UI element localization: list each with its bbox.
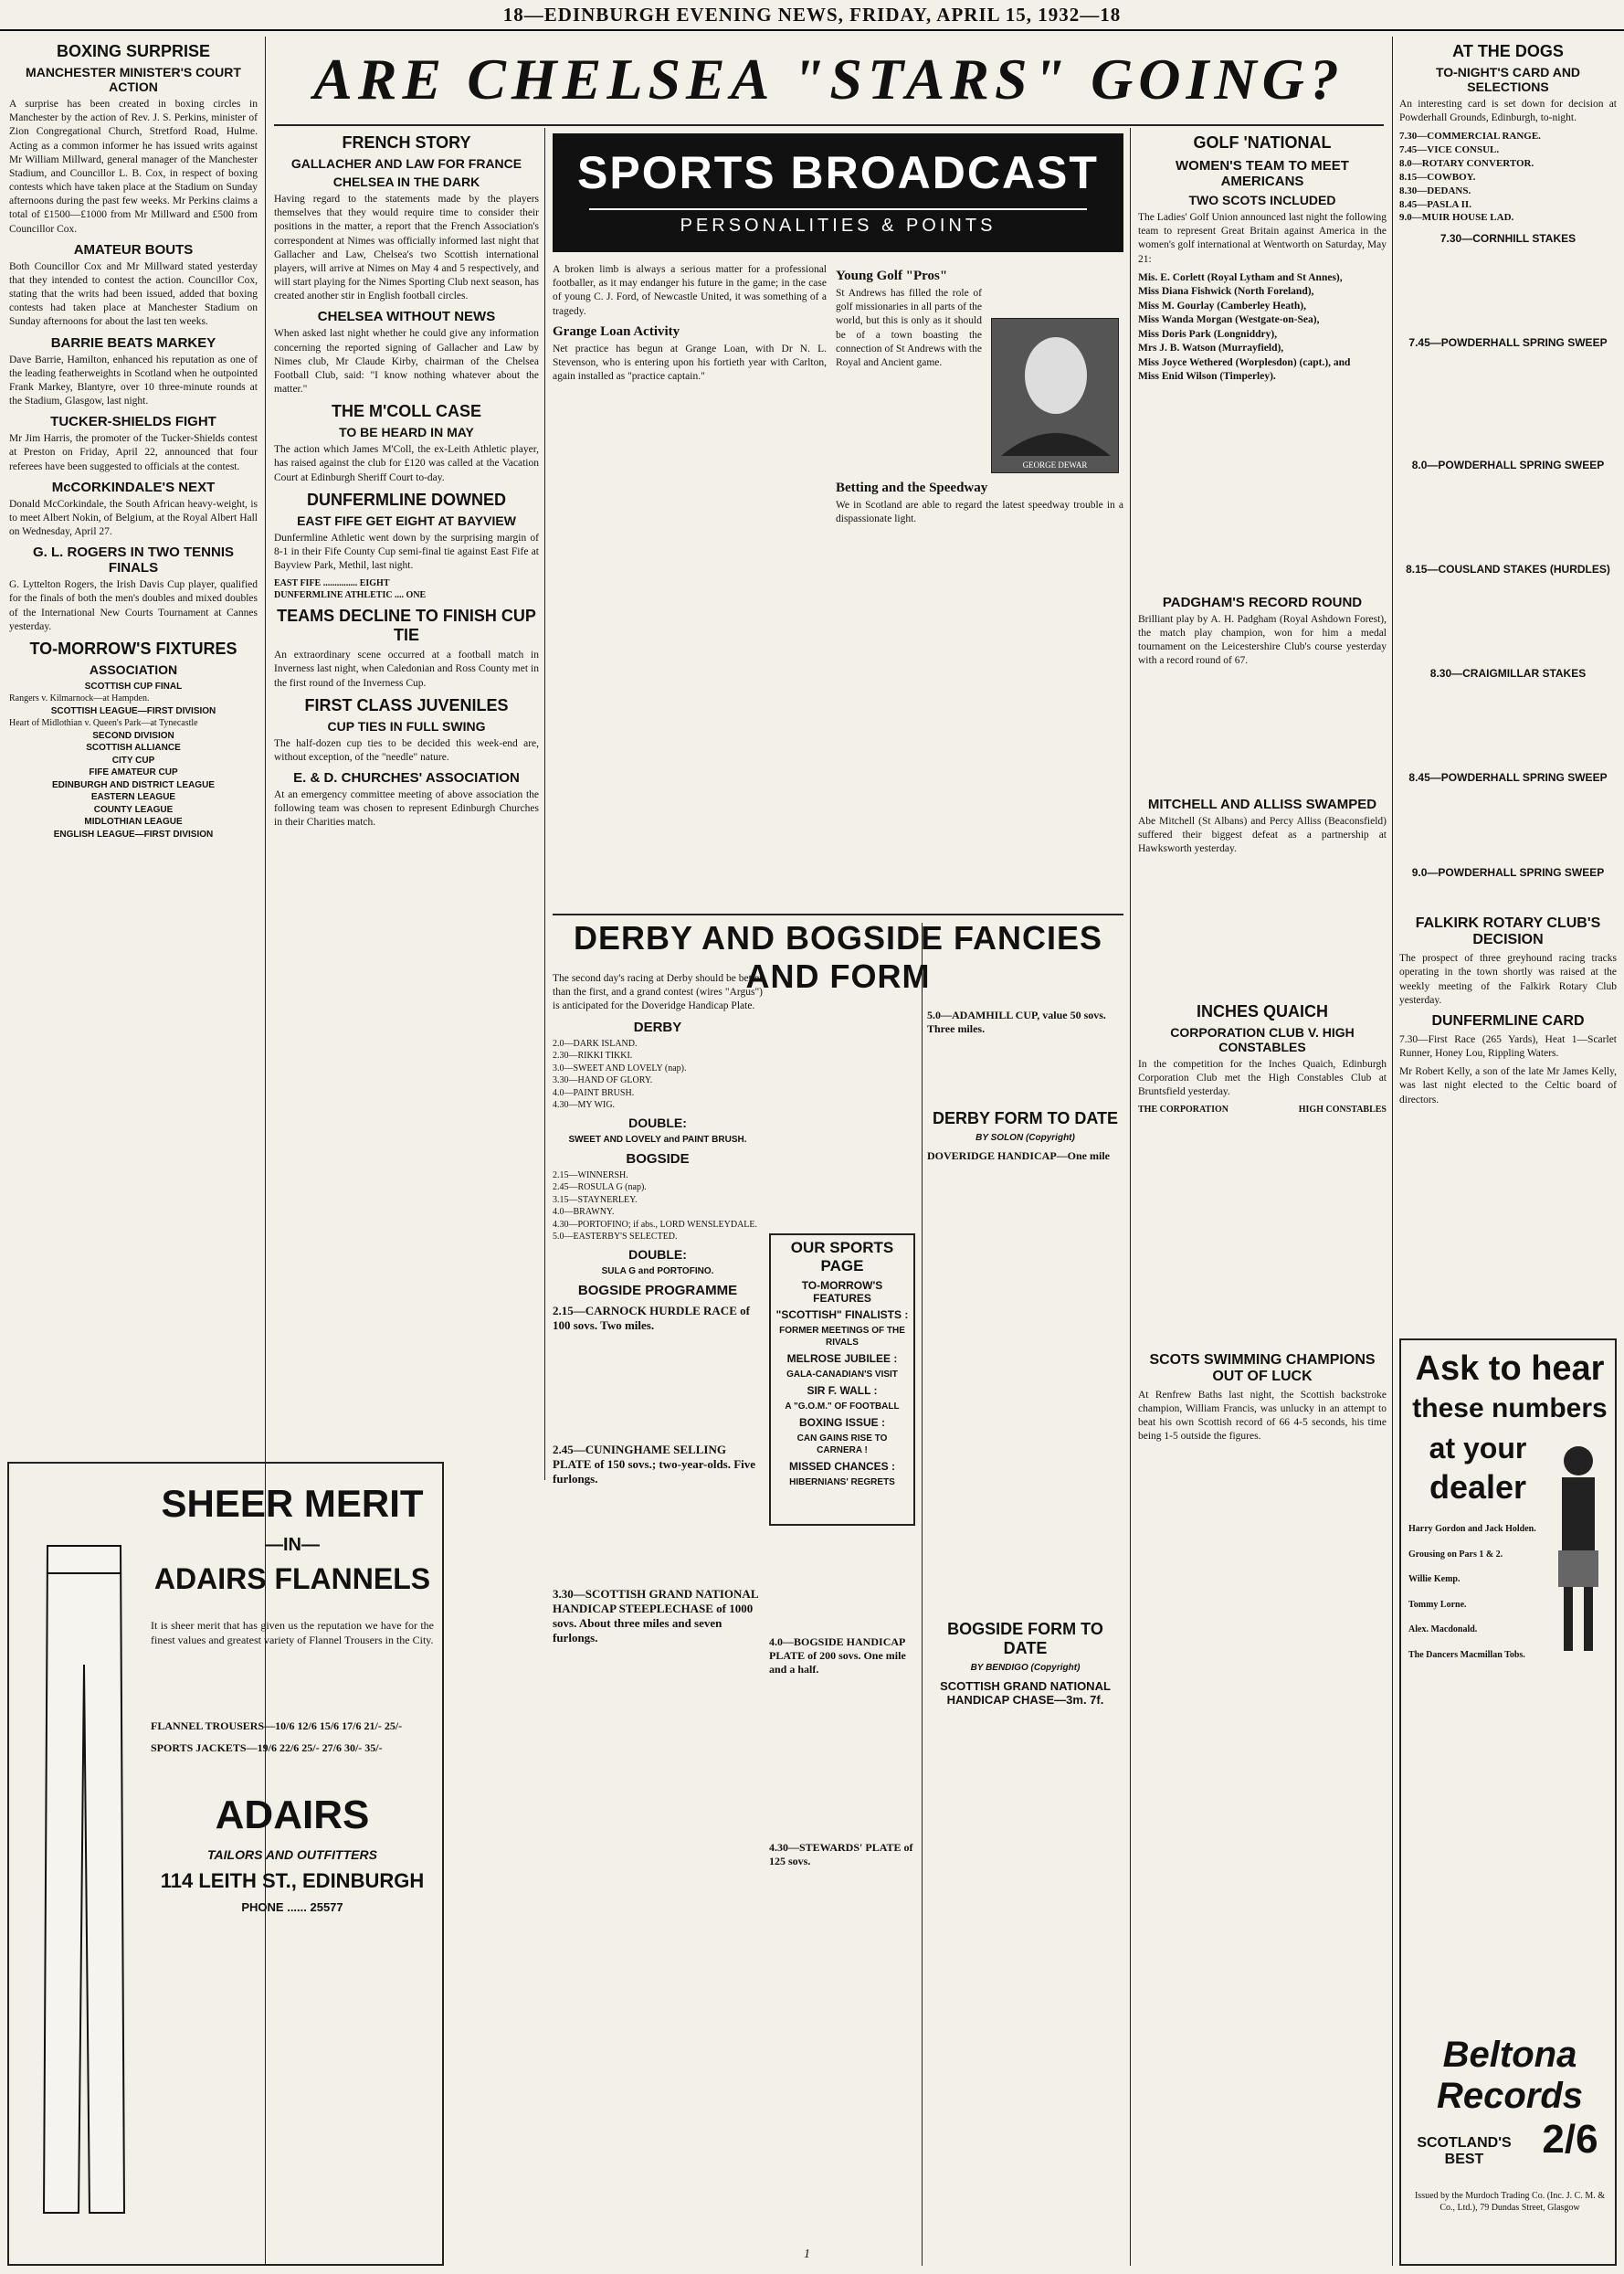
padgham-headline: PADGHAM'S RECORD ROUND (1162, 594, 1363, 610)
french-subhead: GALLACHER AND LAW FOR FRANCE (290, 156, 522, 171)
boxing-article: A surprise has been created in boxing circles in Manchester by the action of Rev. J. S. Perkins, minister of Zion Congregational Church, Stretford Road, Hulme. Acting as a common informer he has issued writs against Mr William Millward, general manager of the Manchester Stadium, and Councillor L. B. Cox, in respect of boxing contests which have taken place at the Stadium on Sunday afternoons during the past few weeks. Mr Perkins claims a total of £1500—£1000 from Mr Millward and £500 from Councillor Cox. (9, 99, 258, 235)
dogs-headline: AT THE DOGS (1452, 42, 1564, 60)
bogside-form-byline: BY BENDIGO (Copyright) (970, 1663, 1081, 1673)
dogs-selections (1399, 130, 1617, 225)
ad-merit-in: —IN— (265, 1535, 320, 1555)
ad-merit-phone: PHONE ...... 25577 (241, 1900, 343, 1914)
feature-item: BOXING ISSUE : (798, 1416, 885, 1429)
falkirk-headline: FALKIRK ROTARY CLUB'S DECISION (1415, 915, 1601, 948)
selection-line: 5.0—EASTERBY'S SELECTED. (553, 1232, 678, 1243)
feature-desc: HIBERNIANS' REGRETS (789, 1477, 895, 1487)
sports-ford-article: A broken limb is always a serious matter for a professional footballer, as it may endanger his future in the game; in the case of young C. J. Ford, of Newcastle United, it was something of a tragedy. (553, 264, 827, 317)
mcorkindale-article: Donald McCorkindale, the South African heavy-weight, is to meet Albert Nokin, of Belgium, at the Royal Albert Hall on Wednesday, April 27. (9, 498, 258, 538)
sports-broadcast-title: SPORTS BROADCAST (577, 147, 1099, 198)
feature-desc: A "G.O.M." OF FOOTBALL (785, 1401, 900, 1412)
our-sports-title: OUR SPORTS PAGE (790, 1239, 894, 1274)
mcoll-headline: THE M'COLL CASE (332, 402, 481, 421)
double-label: DOUBLE: (628, 1115, 687, 1130)
swim-article: At Renfrew Baths last night, the Scottish backstroke champion, William Francis, was unlucky in an attempt to beat his own Scottish record of 66 4-5 seconds, his time being 1-5 outside the figures. (1138, 1389, 1387, 1443)
fixture-line: Rangers v. Kilmarnock—at Hampden. (9, 693, 150, 704)
kilted-figure-illustration (1538, 1441, 1617, 1660)
selection-line: 4.0—PAINT BRUSH. (553, 1087, 635, 1098)
fixture-line: Heart of Midlothian v. Queen's Park—at Tynecastle (9, 718, 198, 729)
mcoll-article: The action which James M'Coll, the ex-Leith Athletic player, has raised against the club for £120 was called at the Vacation Court at Edinburgh Sheriff Court to-day. (274, 444, 539, 483)
photo-caption: GEORGE DEWAR (1022, 460, 1088, 470)
grange-article: Net practice has begun at Grange Loan, with Dr N. L. Stevenson, who is entering upon his fortieth year with Carlton, again installed as "practice captain." (553, 343, 827, 383)
dogs-selection: 7.30—COMMERCIAL RANGE. (1399, 131, 1541, 143)
dogs-race: 8.30—CRAIGMILLAR STAKES (1429, 667, 1587, 681)
dogs-selection: 9.0—MUIR HOUSE LAD. (1399, 212, 1514, 224)
race-heading: 4.0—BOGSIDE HANDICAP PLATE of 200 sovs. One mile and a half. (769, 1635, 906, 1676)
ad-merit-title: SHEER MERIT (161, 1482, 424, 1525)
entries-column (769, 972, 915, 1237)
feature-item: MISSED CHANCES : (788, 1460, 895, 1473)
golf-player: Miss Doris Park (Longniddry), (1138, 328, 1278, 340)
tucker-article: Mr Jim Harris, the promoter of the Tucker-Shields contest at Preston on Friday, April 22, announced that four referees have been suggested to officials at the contest. (9, 433, 258, 472)
races-column (769, 1544, 915, 2257)
quaich-col-constables: HIGH CONSTABLES (1298, 1104, 1387, 1115)
fixtures-headline: TO-MORROW'S FIXTURES (29, 639, 237, 658)
ad-merit-prices-trousers: FLANNEL TROUSERS—10/6 12/6 15/6 17/6 21/- 25/- (151, 1719, 403, 1732)
juveniles-headline: FIRST CLASS JUVENILES (304, 695, 509, 714)
beltona-price: 2/6 (1542, 2117, 1598, 2162)
programme-race: 2.15—CARNOCK HURDLE RACE of 100 sovs. Two miles. (553, 1303, 750, 1332)
dunfermline-result: EAST FIFE ............... EIGHT (274, 578, 390, 589)
dogs-selection: 8.30—DEDANS. (1399, 185, 1471, 196)
left-column (9, 37, 258, 1453)
pros-article: St Andrews has filled the role of golf missionaries in all parts of the world, but this is only as it should be of a town boasting the connection of St Andrews with the Royal and Ancient game. (836, 288, 982, 368)
teams-article: An extraordinary scene occurred at a football match in Inverness last night, when Caledonian and Ross County met in the first round of the Inverness Cup. (274, 650, 539, 689)
beltona-brand: Beltona Records (1436, 2035, 1584, 2116)
column-rule (1392, 37, 1393, 2266)
betting-article: We in Scotland are able to regard the latest speedway trouble in a dispassionate light. (836, 500, 1123, 525)
quaich-article: In the competition for the Inches Quaich, Edinburgh Corporation Club met the High Constables Club at Bruntsfield yesterday. (1138, 1059, 1387, 1098)
grange-headline: Grange Loan Activity (553, 323, 680, 339)
bogside-form-race: SCOTTISH GRAND NATIONAL HANDICAP CHASE—3m. 7f. (940, 1679, 1111, 1707)
quaich-col-corporation: THE CORPORATION (1138, 1104, 1229, 1115)
derby-column (553, 972, 763, 2260)
double-label: DOUBLE: (628, 1246, 687, 1262)
fixtures-subhead: ASSOCIATION (89, 661, 178, 677)
our-sports-sub: TO-MORROW'S FEATURES (801, 1279, 883, 1305)
beltona-tagline: SCOTLAND'S BEST (1417, 2135, 1512, 2167)
ad-merit-prices-jackets: SPORTS JACKETS—19/6 22/6 25/- 27/6 30/- 35/- (151, 1741, 383, 1754)
trousers-illustration (29, 1537, 139, 2231)
fixture-line: EASTERN LEAGUE (90, 792, 176, 803)
feature-desc: GALA-CANADIAN'S VISIT (786, 1370, 898, 1380)
dunfermline-headline: DUNFERMLINE DOWNED (307, 490, 506, 509)
beltona-song: Grousing on Pars 1 & 2. (1408, 1549, 1503, 1560)
dunfermline-result: DUNFERMLINE ATHLETIC .... ONE (274, 590, 427, 601)
beltona-line1: Ask to hear (1415, 1349, 1605, 1388)
double-value: SWEET AND LOVELY and PAINT BRUSH. (568, 1134, 747, 1145)
feature-item: "SCOTTISH" FINALISTS : (775, 1308, 909, 1321)
golf-article: The Ladies' Golf Union announced last night the following team to represent Great Britain against America in the women's golf international at Wentworth on Saturday, May 21: (1138, 212, 1387, 265)
selection-line: 4.30—PORTOFINO; if abs., LORD WENSLEYDALE. (553, 1219, 758, 1230)
derby-rule (553, 914, 1123, 915)
beltona-issued: Issued by the Murdoch Trading Co. (Inc. J. C. M. & Co., Ltd.), 79 Dundas Street, Glasgow (1414, 2191, 1606, 2213)
fixture-line: SCOTTISH LEAGUE—FIRST DIVISION (50, 705, 216, 716)
double-value: SULA G and PORTOFINO. (601, 1265, 714, 1276)
juveniles-subhead: CUP TIES IN FULL SWING (327, 718, 486, 734)
betting-headline: Betting and the Speedway (836, 481, 988, 496)
chelsea-headline: CHELSEA WITHOUT NEWS (317, 309, 496, 325)
tucker-headline: TUCKER-SHIELDS FIGHT (50, 414, 216, 430)
french-subhead-2: CHELSEA IN THE DARK (332, 175, 480, 189)
beltona-line3: at your (1429, 1432, 1527, 1465)
dunfermline-article: Dunfermline Athletic went down by the surprising margin of 8-1 in their Fife County Cup semi-final tie against East Fife at Bayview Park, Methil, last night. (274, 532, 539, 572)
fixture-line: SECOND DIVISION (92, 730, 174, 741)
ad-merit-product: ADAIRS FLANNELS (153, 1562, 431, 1595)
french-headline: FRENCH STORY (342, 133, 471, 152)
dunfermline-subhead: EAST FIFE GET EIGHT AT BAYVIEW (297, 513, 516, 528)
adamhill-heading: 5.0—ADAMHILL CUP, value 50 sovs. Three miles. (927, 1009, 1106, 1035)
dogs-selection: 8.0—ROTARY CONVERTOR. (1399, 158, 1534, 170)
feature-desc: CAN GAINS RISE TO CARNERA ! (796, 1433, 888, 1455)
selection-line: 2.15—WINNERSH. (553, 1169, 628, 1180)
fixture-line: SCOTTISH ALLIANCE (86, 743, 181, 754)
derby-headline: DERBY AND BOGSIDE FANCIES AND FORM (573, 919, 1103, 995)
portrait-icon (992, 319, 1120, 456)
churches-article: At an emergency committee meeting of above association the following team was chosen to represent Edinburgh Churches in their Charities match. (274, 789, 539, 829)
fixture-line: SCOTTISH CUP FINAL (84, 681, 183, 692)
fixture-line: CITY CUP (111, 755, 155, 766)
dogs-subhead: TO-NIGHT'S CARD AND SELECTIONS (1435, 65, 1581, 94)
boxing-headline: BOXING SURPRISE (56, 42, 211, 60)
dogs-article: An interesting card is set down for decision at Powderhall Grounds, Edinburgh, to-night. (1399, 99, 1617, 124)
swim-headline: SCOTS SWIMMING CHAMPIONS OUT OF LUCK (1149, 1351, 1376, 1384)
fixture-line: COUNTY LEAGUE (93, 804, 174, 815)
beltona-song: The Dancers Macmillan Tobs. (1408, 1649, 1525, 1660)
programme-headline: BOGSIDE PROGRAMME (577, 1282, 738, 1298)
our-sports-page-box (769, 1233, 915, 1526)
barrie-article: Dave Barrie, Hamilton, enhanced his reputation as one of the leading featherweights in Scotland when he outpointed Frank Markey, Blantyre, over 10 three-minute rounds at the Stadium, Glasgow, last night. (9, 354, 258, 407)
churches-headline: E. & D. CHURCHES' ASSOCIATION (293, 770, 520, 787)
beltona-line2: these numbers (1412, 1393, 1608, 1423)
page-mark: 1 (804, 2248, 810, 2261)
feature-item: SIR F. WALL : (807, 1384, 878, 1397)
derby-form-byline: BY SOLON (Copyright) (975, 1133, 1075, 1143)
derby-form-race: DOVERIDGE HANDICAP—One mile (927, 1149, 1110, 1162)
golf-player: Mrs J. B. Watson (Murrayfield), (1138, 343, 1284, 354)
beltona-advert (1399, 1338, 1617, 2266)
sports-column-1 (553, 263, 827, 903)
dunfermline-card-article: 7.30—First Race (265 Yards), Heat 1—Scarlet Runner, Honey Lou, Rippling Waters. (1399, 1033, 1617, 1060)
golf-player: Miss Diana Fishwick (North Foreland), (1138, 286, 1314, 298)
ad-merit-brand: ADAIRS (215, 1793, 370, 1837)
mitchell-article: Abe Mitchell (St Albans) and Percy Alliss (Beaconsfield) suffered their biggest defeat as a partnership at Hawksworth yesterday. (1138, 815, 1387, 854)
amateur-headline: AMATEUR BOUTS (73, 241, 194, 258)
dunfermline-card-headline: DUNFERMLINE CARD (1431, 1012, 1585, 1029)
selection-line: 4.30—MY WIG. (553, 1100, 616, 1111)
sports-broadcast-banner (553, 133, 1123, 252)
quaich-table-header (1138, 1105, 1387, 1115)
golf-column (1138, 128, 1387, 2266)
chelsea-article: When asked last night whether he could give any information concerning the reported signing of Gallacher and Law by Nimes club, Mr Claude Kirby, chairman of the Chelsea Football Club, said: "I know nothing whatever about the matter." (274, 328, 539, 396)
golf-player: Miss Wanda Morgan (Westgate-on-Sea), (1138, 314, 1320, 326)
teams-headline: TEAMS DECLINE TO FINISH CUP TIE (277, 607, 536, 645)
juveniles-article: The half-dozen cup ties to be decided this week-end are, without exception, of the "needle" nature. (274, 737, 539, 763)
programme-race: 3.30—SCOTTISH GRAND NATIONAL HANDICAP STEEPLECHASE of 1000 sovs. About three miles and seven furlongs. (553, 1586, 758, 1645)
page-folio: 18—EDINBURGH EVENING NEWS, FRIDAY, APRIL 15, 1932—18 (0, 0, 1624, 31)
dogs-race: 8.45—POWDERHALL SPRING SWEEP (1408, 771, 1608, 785)
beltona-song: Alex. Macdonald. (1408, 1624, 1478, 1634)
mcorkindale-headline: McCORKINDALE'S NEXT (51, 479, 216, 495)
golf-headline: GOLF 'NATIONAL (1193, 133, 1332, 152)
quaich-headline: INCHES QUAICH (1196, 1002, 1328, 1021)
dogs-selection: 8.15—COWBOY. (1399, 171, 1476, 183)
column-rule (922, 923, 923, 2266)
golf-subhead-2: TWO SCOTS INCLUDED (1188, 193, 1336, 207)
sports-broadcast-subtitle: PERSONALITIES & POINTS (589, 208, 1087, 237)
dogs-race: 8.15—COUSLAND STAKES (HURDLES) (1406, 563, 1610, 576)
derby-selections-title: DERBY (633, 1019, 682, 1035)
ad-merit-body: It is sheer merit that has given us the reputation we have for the finest values and greatest variety of Flannel Trousers in the City. (151, 1619, 434, 1646)
amateur-article: Both Councillor Cox and Mr Millward stated yesterday that they intended to contest the action. Councillor Cox, stating that the writs had been issued, added that boxing contests had taken place at Manchester Stadium on Sunday afternoons for about the last ten weeks. (9, 260, 258, 328)
fixtures-list (9, 681, 258, 841)
race-heading: 4.30—STEWARDS' PLATE of 125 sovs. (769, 1841, 913, 1867)
selection-line: 3.0—SWEET AND LOVELY (nap). (553, 1063, 687, 1074)
mcoll-subhead: TO BE HEARD IN MAY (339, 425, 474, 440)
pros-headline: Young Golf "Pros" (836, 269, 948, 283)
beltona-song: Willie Kemp. (1408, 1574, 1461, 1584)
golf-player: Miss M. Gourlay (Camberley Heath), (1138, 300, 1306, 312)
fixture-line: FIFE AMATEUR CUP (89, 767, 178, 778)
selection-line: 2.0—DARK ISLAND. (553, 1038, 638, 1049)
beltona-song: Harry Gordon and Jack Holden. (1408, 1524, 1536, 1534)
dogs-race: 7.30—CORNHILL STAKES (1439, 232, 1577, 246)
adairs-advert (7, 1462, 444, 2266)
golf-player: Miss Joyce Wethered (Worplesdon) (capt.), and (1138, 356, 1351, 368)
feature-desc: FORMER MEETINGS OF THE RIVALS (779, 1326, 905, 1348)
dogs-race: 7.45—POWDERHALL SPRING SWEEP (1408, 336, 1608, 350)
selection-line: 2.45—ROSULA G (nap). (553, 1182, 647, 1193)
form-column (927, 972, 1123, 2260)
selection-line: 4.0—BRAWNY. (553, 1207, 615, 1218)
rogers-article: G. Lyttelton Rogers, the Irish Davis Cup player, qualified for the finals of both the men's doubles and mixed doubles of the International New Courts Tournament at Cannes yesterday. (9, 579, 258, 632)
derby-intro: The second day's racing at Derby should be better than the first, and a grand contest (wires "Argus") is anticipated for the Doveridge Handicap Plate. (553, 973, 763, 1012)
dogs-selection: 8.45—PASLA II. (1399, 198, 1471, 210)
fixture-line: EDINBURGH AND DISTRICT LEAGUE (52, 779, 215, 790)
right-column (1399, 37, 1617, 1334)
column-rule (544, 128, 545, 1480)
french-column (274, 128, 539, 1453)
bogside-selections (553, 1169, 763, 1243)
ad-merit-tagline: TAILORS AND OUTFITTERS (207, 1847, 377, 1862)
fixture-line: ENGLISH LEAGUE—FIRST DIVISION (53, 829, 214, 840)
golf-team-list (1138, 271, 1387, 385)
padgham-article: Brilliant play by A. H. Padgham (Royal Ashdown Forest), the match play champion, won for him a medal tournament on the Leicestershire Club's course yesterday with a record round of 67. (1138, 613, 1387, 667)
falkirk-article: The prospect of three greyhound racing tracks operating in the town shortly was raised at the weekly meeting of the Falkirk Rotary Club yesterday. (1399, 953, 1617, 1006)
beltona-song: Tommy Lorne. (1408, 1599, 1467, 1610)
golf-subhead: WOMEN'S TEAM TO MEET AMERICANS (1176, 158, 1349, 189)
dogs-race: 9.0—POWDERHALL SPRING SWEEP (1411, 866, 1605, 880)
feature-item: MELROSE JUBILEE : (786, 1352, 898, 1365)
bogside-form-headline: BOGSIDE FORM TO DATE (947, 1620, 1103, 1657)
golf-player: Mis. E. Corlett (Royal Lytham and St Annes), (1138, 271, 1343, 283)
dewar-photo (991, 318, 1119, 473)
derby-selections (553, 1038, 763, 1112)
programme-race: 2.45—CUNINGHAME SELLING PLATE of 150 sovs.; two-year-olds. Five furlongs. (553, 1442, 756, 1486)
dogs-race: 8.0—POWDERHALL SPRING SWEEP (1411, 459, 1605, 472)
dogs-selection: 7.45—VICE CONSUL. (1399, 144, 1500, 156)
selection-line: 2.30—RIKKI TIKKI. (553, 1051, 633, 1062)
quaich-subhead: CORPORATION CLUB V. HIGH CONSTABLES (1170, 1025, 1355, 1055)
ad-merit-address: 114 LEITH ST., EDINBURGH (160, 1869, 425, 1892)
bogside-selections-title: BOGSIDE (626, 1150, 690, 1167)
sports-column-2 (836, 263, 1123, 903)
mitchell-headline: MITCHELL AND ALLISS SWAMPED (1147, 796, 1377, 812)
golf-player: Miss Enid Wilson (Timperley). (1138, 371, 1276, 383)
barrie-headline: BARRIE BEATS MARKEY (50, 334, 216, 351)
beltona-line4: dealer (1429, 1468, 1527, 1506)
kelly-note: Mr Robert Kelly, a son of the late Mr James Kelly, was last night elected to the Celtic board of directors. (1399, 1066, 1617, 1105)
boxing-subhead: MANCHESTER MINISTER'S COURT ACTION (26, 65, 241, 94)
banner-rule (274, 124, 1384, 126)
banner-headline: ARE CHELSEA "STARS" GOING? (313, 47, 1345, 111)
derby-form-headline: DERBY FORM TO DATE (932, 1109, 1118, 1127)
selection-line: 3.15—STAYNERLEY. (553, 1194, 638, 1205)
selection-line: 3.30—HAND OF GLORY. (553, 1075, 653, 1086)
column-rule (1130, 128, 1131, 2266)
rogers-headline: G. L. ROGERS IN TWO TENNIS FINALS (32, 545, 234, 576)
fixture-line: MIDLOTHIAN LEAGUE (84, 817, 183, 828)
beltona-song-list (1408, 1523, 1536, 1674)
french-article: Having regard to the statements made by the players themselves that they would require time to consider their positions in the matter, a report that the French Association's correspondent at Nimes was officially informed last night that Gallacher and Law, Chelsea's two Scottish international players, will arrive at Nimes on May 4 and 5 respectively, and will start playing for the Nimes Sporting Club next season, has created another stir in English football circles. (274, 194, 539, 302)
